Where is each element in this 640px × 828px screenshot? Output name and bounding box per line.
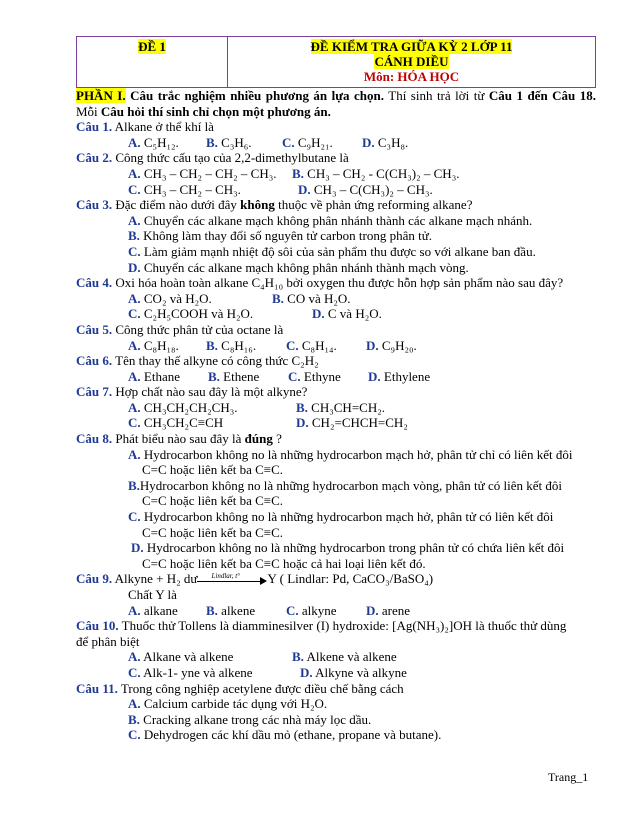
answers-2b: C. CH₃ – CH₂ – CH₃. D. CH₃ – C(CH₃)₂ – CH₃. — [128, 181, 433, 197]
answer-3d: D. Chuyển các alkane mạch không phân nhánh thành mạch vòng. — [128, 259, 469, 275]
answers-1: A. C₅H₁₂. B. C₃H₆. C. C₉H₂₁. D. C₃H₈. — [128, 134, 409, 150]
answers-10: A. Alkane và alkene B. Alkene và alkene — [128, 649, 397, 665]
answer-8b-cont: C=C hoặc liên kết ba C≡C. — [142, 493, 284, 509]
answer-11b: B. Cracking alkane trong các nhà máy lọc dầu. — [128, 711, 372, 727]
answers-2: A. CH₃ – CH₂ – CH₂ – CH₃. B. CH₃ – CH₂ - C(CH₃)₂ – CH₃. — [128, 165, 460, 181]
exam-book: CÁNH DIỀU — [374, 54, 449, 69]
page-number: Trang_1 — [548, 770, 589, 784]
exam-code: ĐỀ 1 — [138, 39, 166, 54]
exam-subject: Môn: HÓA HỌC — [363, 69, 460, 84]
answers-6: A. Ethane B. Ethene C. Ethyne D. Ethylene — [128, 368, 431, 384]
question-3: Câu 3. Đặc điểm nào dưới đây không thuộc về phản ứng reforming alkane? — [76, 197, 473, 213]
answer-11c: C. Dehydrogen các khí dầu mỏ (ethane, propane và butane). — [128, 727, 442, 743]
exam-title: ĐỀ KIỂM TRA GIỮA KỲ 2 LỚP 11 — [310, 39, 513, 54]
exam-page — [76, 36, 596, 743]
question-6: Câu 6. Tên thay thế alkyne có công thức C₂H₂ — [76, 353, 319, 369]
question-10-cont: để phân biệt — [76, 633, 140, 649]
answer-8a-cont: C=C hoặc liên kết ba C≡C. — [142, 462, 284, 478]
answer-8c: C. Hydrocarbon không no là những hydrocarbon mạch hở, phân tử có liên kết đôi — [128, 509, 554, 525]
question-10: Câu 10. Thuốc thử Tollens là diamminesilver (I) hydroxide: [Ag(NH₃)₂]OH là thuốc thử dùng — [76, 618, 567, 634]
answers-9: A. alkane B. alkene C. alkyne D. arene — [128, 602, 411, 618]
answers-7b: C. CH₃CH₂C≡CH D. CH₂=CHCH=CH₂ — [128, 415, 408, 431]
reaction-arrow: Lindlar, t° — [197, 575, 267, 585]
answers-4: A. CO₂ và H₂O. B. CO và H₂O. — [128, 290, 351, 306]
question-4: Câu 4. Oxi hóa hoàn toàn alkane C₄H₁₀ bởi oxygen thu được hỗn hợp sản phẩm nào sau đây? — [76, 275, 564, 291]
question-8: Câu 8. Phát biểu nào sau đây là đúng ? — [76, 431, 282, 447]
answer-3a: A. Chuyển các alkane mạch không phân nhánh thành các alkane mạch nhánh. — [128, 212, 533, 228]
answer-3b: B. Không làm thay đổi số nguyên tử carbon trong phân tử. — [128, 228, 433, 244]
answer-11a: A. Calcium carbide tác dụng với H₂O. — [128, 696, 328, 712]
question-7: Câu 7. Hợp chất nào sau đây là một alkyne? — [76, 384, 308, 400]
exam-header-table — [76, 36, 596, 88]
answer-8c-cont: C=C hoặc liên kết ba C≡C. — [142, 524, 284, 540]
answers-7: A. CH₃CH₂CH₂CH₃. B. CH₃CH=CH₂. — [128, 399, 385, 415]
question-2: Câu 2. Công thức cấu tạo của 2,2-dimethylbutane là — [76, 150, 349, 166]
question-11: Câu 11. Trong công nghiệp acetylene được điều chế bằng cách — [76, 680, 404, 696]
answer-8d-cont: C=C hoặc liên kết ba C≡C hoặc cả hai loại liên kết đó. — [142, 555, 426, 571]
question-1: Câu 1. Alkane ở thể khí là — [76, 119, 214, 135]
answer-3c: C. Làm giảm mạnh nhiệt độ sôi của sản phẩm thu được so với alkane ban đầu. — [128, 243, 536, 259]
part-heading: PHẦN I. Câu trắc nghiệm nhiều phương án lựa chọn. Thí sinh trả lời từ Câu 1 đến Câu 18. Mỗi Câu hỏi thí sinh chỉ chọn một phương án. — [76, 88, 596, 119]
answers-4b: C. C₂H₅COOH và H₂O. D. C và H₂O. — [128, 306, 382, 322]
question-9: Câu 9. Alkyne + H₂ dư Lindlar, t° Y ( Lindlar: Pd, CaCO₃/BaSO₄) — [76, 571, 434, 587]
answers-10b: C. Alk-1- yne và alkene D. Alkyne và alkyne — [128, 664, 407, 680]
answers-5: A. C₈H₁₈. B. C₈H₁₆. C. C₈H₁₄. D. C₉H₂₀. — [128, 337, 417, 353]
answer-8d: D. Hydrocarbon không no là những hydrocarbon trong phân tử có chứa liên kết đôi — [131, 540, 565, 556]
question-5: Câu 5. Công thức phân tử của octane là — [76, 321, 284, 337]
question-9-prompt: Chất Y là — [128, 587, 177, 602]
answer-8a: A. Hydrocarbon không no là những hydrocarbon mạch hở, phân tử chỉ có liên kết đôi — [128, 446, 573, 462]
answer-8b: B.Hydrocarbon không no là những hydrocarbon mạch vòng, phân tử có liên kết đôi — [128, 477, 562, 493]
